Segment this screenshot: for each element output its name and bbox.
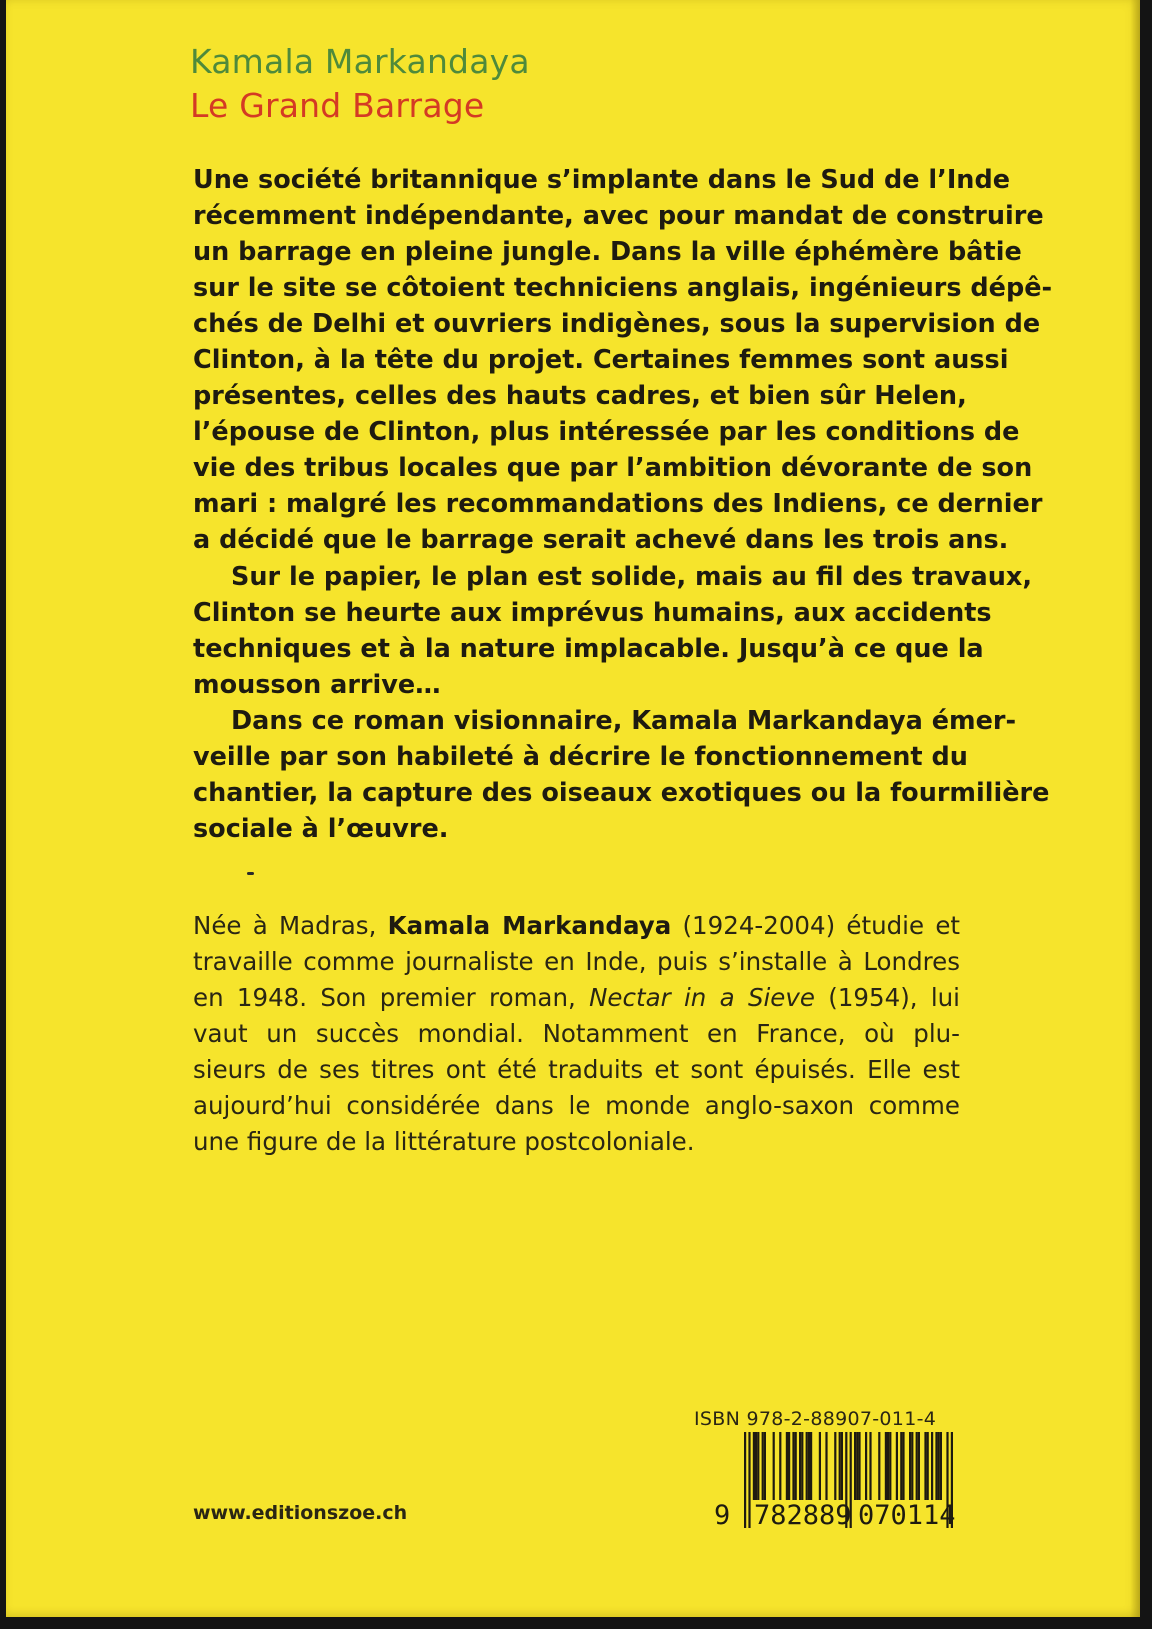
author-name: Kamala Markandaya	[190, 42, 530, 81]
barcode-bar	[788, 1432, 790, 1500]
barcode-bar	[773, 1432, 775, 1500]
blurb-line: récemment indépendante, avec pour mandat de construire	[193, 201, 1044, 231]
isbn: ISBN 978-2-88907-011-4	[694, 1408, 937, 1430]
blurb-line: présentes, celles des hauts cadres, et bien sûr Helen,	[193, 381, 967, 411]
barcode-bar	[858, 1432, 860, 1500]
barcode-bar	[757, 1432, 759, 1500]
blurb-line: techniques et à la nature implacable. Jusqu’à ce que la	[193, 634, 984, 664]
cover-edge-shadow	[1130, 0, 1140, 1617]
barcode-bar	[902, 1432, 904, 1500]
barcode-bar	[748, 1432, 750, 1528]
blurb-line: chés de Delhi et ouvriers indigènes, sous la supervision de	[193, 309, 1041, 339]
barcode-bar	[927, 1432, 929, 1500]
barcode-right-digits: 070114	[858, 1500, 956, 1531]
blurb-line: Sur le papier, le plan est solide, mais au fil des travaux,	[231, 562, 1033, 592]
barcode-bar	[889, 1432, 891, 1500]
barcode-bar	[918, 1432, 920, 1500]
blurb-line: sociale à l’œuvre.	[193, 814, 449, 844]
barcode-bar	[885, 1432, 887, 1500]
bio-line: aujourd’hui considérée dans le monde anglo-saxon comme	[193, 1091, 960, 1120]
print-mark	[247, 872, 254, 875]
book-back-cover	[6, 0, 1140, 1617]
barcode-bar	[896, 1432, 898, 1500]
barcode-bar	[869, 1432, 871, 1500]
blurb-line: chantier, la capture des oiseaux exotiques ou la fourmilière	[193, 778, 1050, 808]
barcode-bar	[799, 1432, 801, 1500]
barcode-bar	[801, 1432, 803, 1500]
barcode-bar	[825, 1432, 827, 1500]
barcode-bar	[854, 1432, 856, 1500]
blurb-line: sur le site se côtoient techniciens anglais, ingénieurs dépê-	[193, 273, 1053, 303]
barcode-bar	[878, 1432, 880, 1500]
blurb-line: Clinton, à la tête du projet. Certaines femmes sont aussi	[193, 345, 1009, 375]
barcode-bar	[938, 1432, 940, 1500]
blurb-line: Dans ce roman visionnaire, Kamala Markandaya émer-	[231, 706, 1017, 736]
blurb-line: Une société britannique s’implante dans le Sud de l’Inde	[193, 165, 1011, 195]
blurb-line: mousson arrive…	[193, 670, 441, 700]
barcode-bar	[753, 1432, 755, 1500]
barcode-bar	[786, 1432, 788, 1500]
barcode-bar	[916, 1432, 918, 1500]
barcode-bar	[755, 1432, 757, 1500]
barcode-bar	[865, 1432, 867, 1500]
blurb-line: un barrage en pleine jungle. Dans la ville éphémère bâtie	[193, 237, 1022, 267]
blurb-line: mari : malgré les recommandations des Indiens, ce dernier	[193, 489, 1043, 519]
barcode-first-digit: 9	[714, 1500, 731, 1531]
blurb-line: a décidé que le barrage serait achevé dans les trois ans.	[193, 525, 1009, 555]
bio-line: sieurs de ses titres ont été traduits et sont épuisés. Elle est	[193, 1055, 960, 1084]
barcode-bar	[819, 1432, 821, 1500]
publisher-website[interactable]: www.editionszoe.ch	[193, 1502, 408, 1524]
bio-line: en 1948. Son premier roman, Nectar in a Sieve (1954), lui	[193, 983, 960, 1012]
barcode-bar	[924, 1432, 926, 1500]
book-title: Le Grand Barrage	[190, 86, 485, 125]
bio-line: Née à Madras, Kamala Markandaya (1924-2004) étudie et	[193, 911, 960, 940]
barcode-bar	[911, 1432, 913, 1500]
barcode-bar	[909, 1432, 911, 1500]
barcode-bar	[887, 1432, 889, 1500]
blurb-line: Clinton se heurte aux imprévus humains, aux accidents	[193, 598, 992, 628]
barcode-bar	[940, 1432, 942, 1500]
barcode-bar	[779, 1432, 781, 1500]
barcode-bar	[792, 1432, 794, 1500]
barcode-bar	[834, 1432, 836, 1500]
blurb-line: veille par son habileté à décrire le fonctionnement du	[193, 742, 968, 772]
barcode-bar	[856, 1432, 858, 1500]
barcode-bar	[808, 1432, 810, 1500]
bio-book-title: Nectar in a Sieve	[589, 983, 815, 1012]
barcode-left-digits: 782889	[754, 1500, 852, 1531]
bio-line: vaut un succès mondial. Notamment en France, où plu-	[193, 1019, 960, 1048]
bio-line: travaille comme journaliste en Inde, puis s’installe à Londres	[193, 947, 960, 976]
barcode-bar	[806, 1432, 808, 1500]
barcode-bar	[744, 1432, 746, 1528]
barcode-bar	[841, 1432, 843, 1500]
barcode-bar	[764, 1432, 766, 1500]
barcode-bar	[935, 1432, 937, 1500]
barcode-bar	[762, 1432, 764, 1500]
barcode-bar	[795, 1432, 797, 1500]
blurb-line: vie des tribus locales que par l’ambition dévorante de son	[193, 453, 1033, 483]
bio-line: une figure de la littérature postcoloniale.	[193, 1127, 695, 1156]
barcode-bar	[839, 1432, 841, 1500]
barcode-bar	[810, 1432, 812, 1500]
bio-author-name: Kamala Markandaya	[387, 911, 672, 940]
blurb-line: l’épouse de Clinton, plus intéressée par les conditions de	[193, 417, 1020, 447]
barcode-bar	[931, 1432, 933, 1500]
barcode-bar	[900, 1432, 902, 1500]
